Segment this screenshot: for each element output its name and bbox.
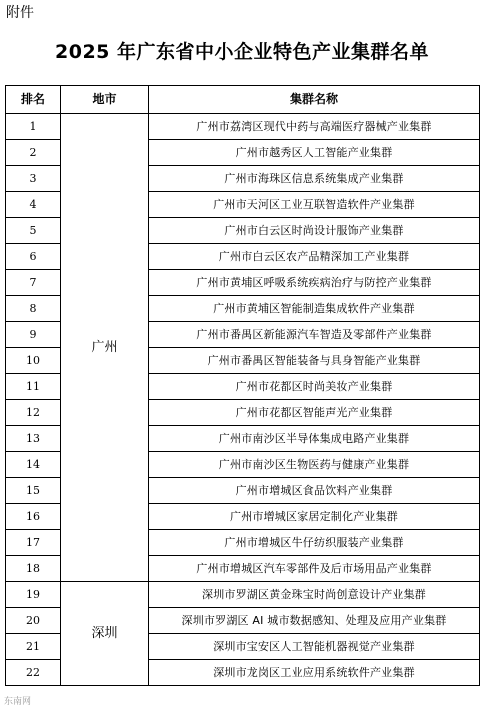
cluster-list-table: [5, 85, 480, 686]
rank-cell: 14: [6, 452, 61, 478]
rank-cell: 18: [6, 556, 61, 582]
cluster-name-cell: 广州市增城区食品饮料产业集群: [149, 478, 480, 504]
rank-cell: 9: [6, 322, 61, 348]
cluster-name-cell: 广州市花都区时尚美妆产业集群: [149, 374, 480, 400]
table-row: [6, 582, 480, 608]
rank-cell: 8: [6, 296, 61, 322]
cluster-name-cell: 广州市海珠区信息系统集成产业集群: [149, 166, 480, 192]
rank-cell: 16: [6, 504, 61, 530]
cluster-name-cell: 深圳市罗湖区黄金珠宝时尚创意设计产业集群: [149, 582, 480, 608]
cluster-name-cell: 广州市天河区工业互联智造软件产业集群: [149, 192, 480, 218]
document-title: 2025 年广东省中小企业特色产业集群名单: [55, 41, 429, 63]
rank-cell: 7: [6, 270, 61, 296]
cluster-name-cell: 广州市增城区牛仔纺织服装产业集群: [149, 530, 480, 556]
rank-cell: 20: [6, 608, 61, 634]
source-watermark: 东南网: [4, 697, 32, 707]
rank-cell: 3: [6, 166, 61, 192]
city-cell: 深圳: [61, 582, 149, 686]
cluster-name-cell: 广州市荔湾区现代中药与高端医疗器械产业集群: [149, 114, 480, 140]
table-header-row: [6, 86, 480, 114]
rank-cell: 2: [6, 140, 61, 166]
header-city: 地市: [61, 86, 149, 114]
rank-cell: 15: [6, 478, 61, 504]
rank-cell: 13: [6, 426, 61, 452]
cluster-name-cell: 广州市花都区智能声光产业集群: [149, 400, 480, 426]
table-body: [6, 114, 480, 686]
rank-cell: 5: [6, 218, 61, 244]
cluster-name-cell: 广州市增城区汽车零部件及后市场用品产业集群: [149, 556, 480, 582]
cluster-name-cell: 深圳市罗湖区 AI 城市数据感知、处理及应用产业集群: [149, 608, 480, 634]
cluster-name-cell: 深圳市龙岗区工业应用系统软件产业集群: [149, 660, 480, 686]
city-cell: 广州: [61, 114, 149, 582]
rank-cell: 10: [6, 348, 61, 374]
attachment-label: 附件: [6, 5, 34, 21]
cluster-name-cell: 广州市白云区时尚设计服饰产业集群: [149, 218, 480, 244]
cluster-name-cell: 广州市白云区农产品精深加工产业集群: [149, 244, 480, 270]
cluster-name-cell: 广州市南沙区生物医药与健康产业集群: [149, 452, 480, 478]
rank-cell: 4: [6, 192, 61, 218]
cluster-name-cell: 深圳市宝安区人工智能机器视觉产业集群: [149, 634, 480, 660]
rank-cell: 12: [6, 400, 61, 426]
cluster-name-cell: 广州市番禺区新能源汽车智造及零部件产业集群: [149, 322, 480, 348]
rank-cell: 17: [6, 530, 61, 556]
header-cluster-name: 集群名称: [149, 86, 480, 114]
cluster-name-cell: 广州市黄埔区呼吸系统疾病治疗与防控产业集群: [149, 270, 480, 296]
rank-cell: 1: [6, 114, 61, 140]
cluster-name-cell: 广州市番禺区智能装备与具身智能产业集群: [149, 348, 480, 374]
rank-cell: 22: [6, 660, 61, 686]
rank-cell: 21: [6, 634, 61, 660]
rank-cell: 6: [6, 244, 61, 270]
header-rank: 排名: [6, 86, 61, 114]
cluster-name-cell: 广州市南沙区半导体集成电路产业集群: [149, 426, 480, 452]
cluster-name-cell: 广州市增城区家居定制化产业集群: [149, 504, 480, 530]
cluster-name-cell: 广州市黄埔区智能制造集成软件产业集群: [149, 296, 480, 322]
table-row: [6, 114, 480, 140]
rank-cell: 11: [6, 374, 61, 400]
rank-cell: 19: [6, 582, 61, 608]
cluster-name-cell: 广州市越秀区人工智能产业集群: [149, 140, 480, 166]
